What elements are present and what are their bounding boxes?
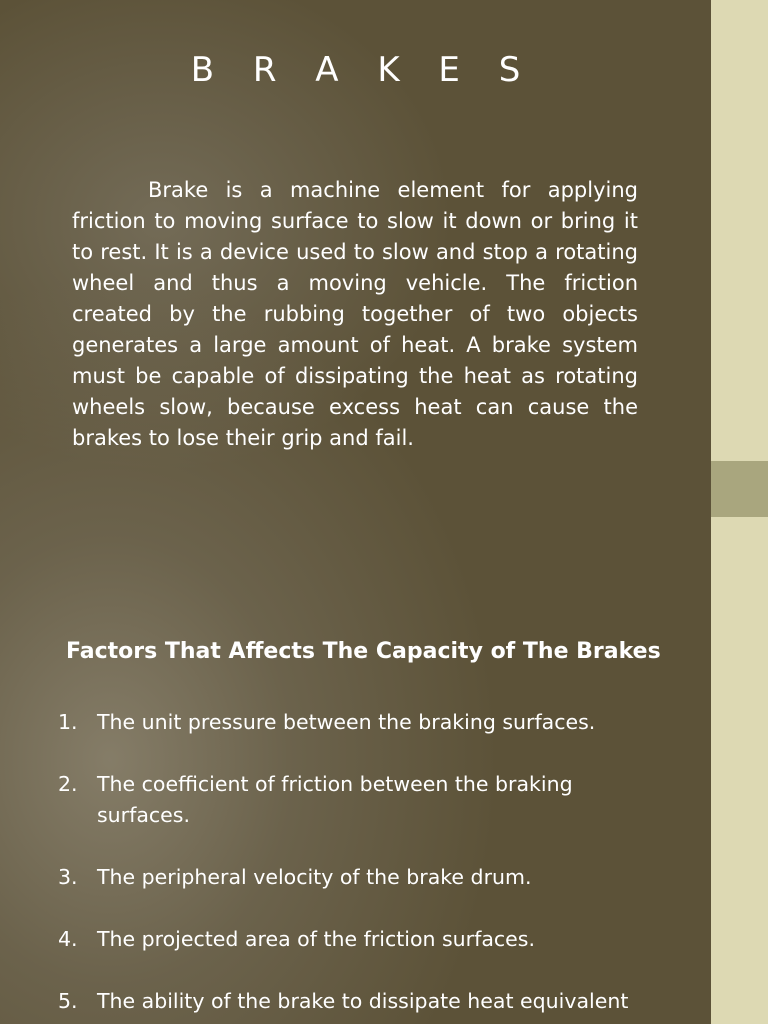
list-item [58, 769, 658, 831]
factors-heading: Factors That Affects The Capacity of The Brakes [66, 639, 661, 664]
slide-title: B R A K E S [190, 50, 535, 90]
list-item-text: The coefficient of friction between the braking surfaces. [97, 772, 573, 827]
list-item [58, 986, 658, 1017]
list-item-number: 3. [58, 865, 78, 889]
list-item-number: 2. [58, 772, 78, 796]
list-item-text: The unit pressure between the braking surfaces. [97, 710, 596, 734]
list-item-text: The ability of the brake to dissipate heat equivalent [97, 989, 629, 1013]
intro-paragraph: Brake is a machine element for applying friction to moving surface to slow it down or bring it to rest. It is a device used to slow and stop a rotating wheel and thus a moving vehicle. The friction created by the rubbing together of two objects generates a large amount of heat. A brake system must be capable of dissipating the heat as rotating wheels slow, because excess heat can cause the brakes to lose their grip and fail. [72, 178, 638, 450]
list-item-number: 1. [58, 710, 78, 734]
list-item [58, 924, 658, 955]
list-item [58, 862, 658, 893]
list-item-text: The projected area of the friction surfaces. [97, 927, 535, 951]
list-item-text: The peripheral velocity of the brake drum. [97, 865, 532, 889]
list-item-number: 4. [58, 927, 78, 951]
factors-list [58, 707, 658, 1024]
side-accent-block [711, 461, 768, 517]
list-item [58, 707, 658, 738]
list-item-number: 5. [58, 989, 78, 1013]
